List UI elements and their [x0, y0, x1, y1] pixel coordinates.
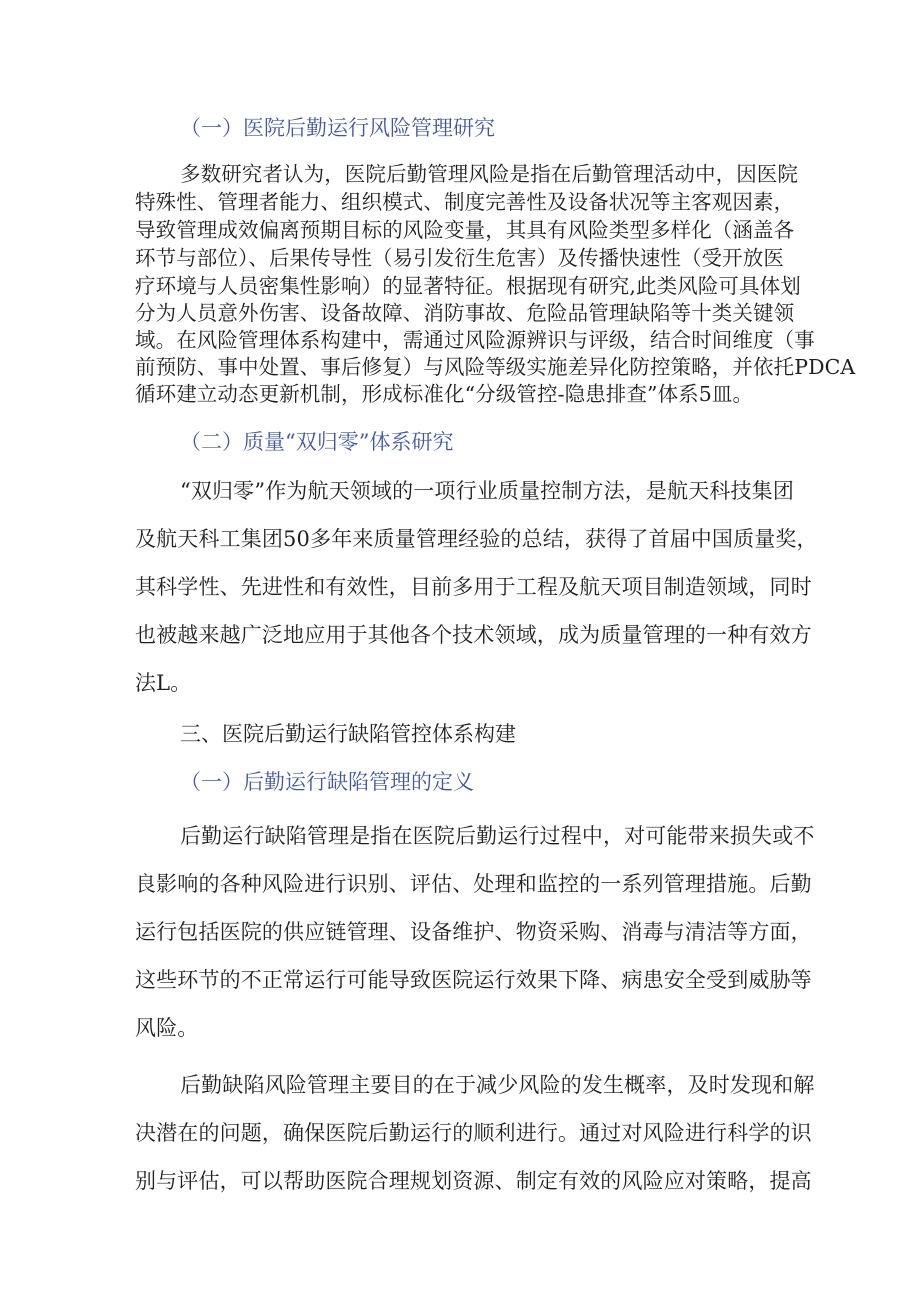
paragraph-line: 风险。 [135, 1016, 199, 1040]
paragraph-line: 后勤缺陷风险管理主要目的在于减少风险的发生概率，及时发现和解 [180, 1073, 815, 1097]
paragraph-line: 也被越来越广泛地应用于其他各个技术领域，成为质量管理的一种有效方 [135, 623, 812, 647]
paragraph-line: 疗环境与人员密集性影响）的显著特征。根据现有研究,此类风险可具体划 [135, 274, 801, 298]
paragraph-line: 多数研究者认为，医院后勤管理风险是指在后勤管理活动中，因医院 [180, 162, 798, 186]
paragraph-line: 法L。 [135, 671, 192, 695]
paragraph-line: 其科学性、先进性和有效性，目前多用于工程及航天项目制造领域，同时 [135, 575, 812, 599]
paragraph-line: 及航天科工集团50多年来质量管理经验的总结，获得了首届中国质量奖， [135, 527, 818, 551]
paragraph-line: 后勤运行缺陷管理是指在医院后勤运行过程中，对可能带来损失或不 [180, 824, 815, 848]
paragraph-line: 决潜在的问题，确保医院后勤运行的顺利进行。通过对风险进行科学的识 [135, 1121, 812, 1145]
paragraph-line: 前预防、事中处置、事后修复）与风险等级实施差异化防控策略，并依托PDCA [135, 355, 856, 379]
paragraph-line: 域。在风险管理体系构建中，需通过风险源辨识与评级，结合时间维度（事 [135, 328, 815, 352]
paragraph-line: 环节与部位）、后果传导性（易引发衍生危害）及传播快速性（受开放医 [135, 246, 784, 270]
paragraph-line: 分为人员意外伤害、设备故障、消防事故、危险品管理缺陷等十类关键领 [135, 301, 795, 325]
paragraph-line: 良影响的各种风险进行识别、评估、处理和监控的一系列管理措施。后勤 [135, 872, 812, 896]
paragraph-line: 别与评估，可以帮助医院合理规划资源、制定有效的风险应对策略，提高 [135, 1169, 812, 1193]
paragraph-line: “双归零”作为航天领域的一项行业质量控制方法，是航天科技集团 [180, 479, 794, 503]
section-heading-risk-research: （一）医院后勤运行风险管理研究 [180, 116, 495, 140]
paragraph-line: 这些环节的不正常运行可能导致医院运行效果下降、病患安全受到威胁等 [135, 968, 812, 992]
section-heading-double-zero: （二）质量“双归零”体系研究 [180, 430, 454, 454]
paragraph-line: 导致管理成效偏离预期目标的风险变量，其具有风险类型多样化（涵盖各 [135, 218, 795, 242]
section-heading-defect-definition: （一）后勤运行缺陷管理的定义 [180, 770, 474, 794]
chapter-heading-defect-control: 三、医院后勤运行缺陷管控体系构建 [180, 722, 516, 746]
paragraph-line: 运行包括医院的供应链管理、设备维护、物资采购、消毒与清洁等方面， [135, 920, 812, 944]
paragraph-line: 循环建立动态更新机制，形成标准化“分级管控-隐患排查”体系5皿。 [135, 382, 754, 406]
paragraph-line: 特殊性、管理者能力、组织模式、制度完善性及设备状况等主客观因素， [135, 190, 795, 214]
